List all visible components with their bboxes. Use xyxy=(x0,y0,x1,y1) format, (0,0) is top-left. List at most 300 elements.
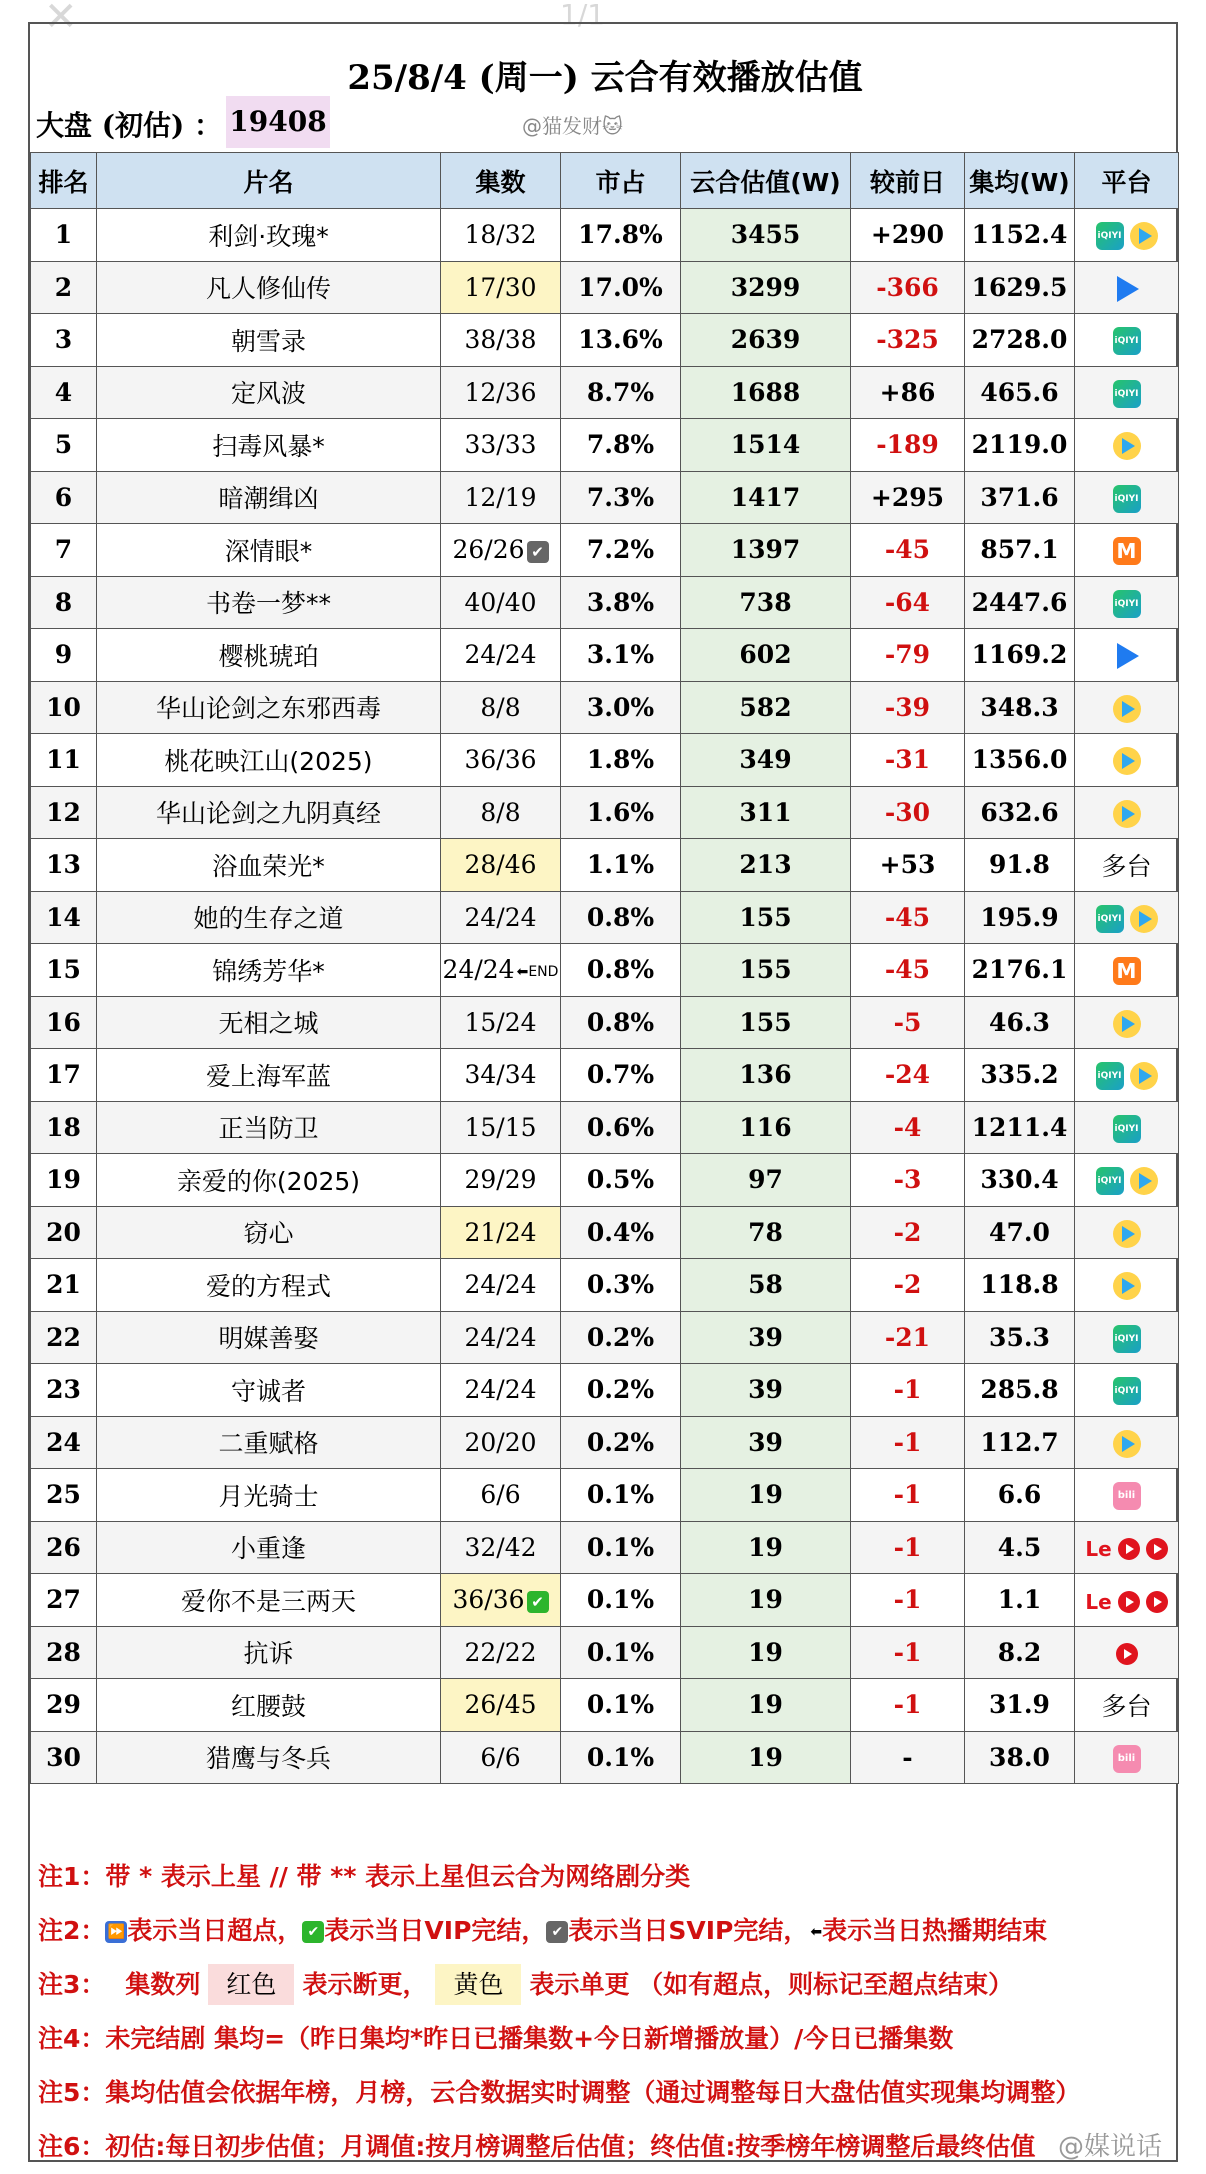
note-6 xyxy=(30,2120,1178,2174)
table-row xyxy=(31,1626,1179,1679)
episodes-cell xyxy=(441,314,561,367)
title-cell: 浴血荣光* xyxy=(97,839,441,892)
episodes-text: 34/34 xyxy=(464,1060,537,1090)
vip-check-icon: ✔ xyxy=(302,1921,324,1943)
note-text: 表示当日VIP完结， xyxy=(324,1916,547,1945)
rank-cell: 28 xyxy=(31,1626,97,1679)
share-cell: 0.1% xyxy=(561,1626,681,1679)
table-row xyxy=(31,576,1179,629)
delta-cell: -2 xyxy=(851,1206,965,1259)
avg-cell: 195.9 xyxy=(965,891,1075,944)
tencent-video-icon xyxy=(1130,905,1158,933)
note-text: 表示当日SVIP完结， xyxy=(568,1916,809,1945)
multi-platform-label: 多台 xyxy=(1101,1691,1152,1721)
delta-cell: +290 xyxy=(851,209,965,262)
delta-cell: +53 xyxy=(851,839,965,892)
iqiyi-icon: iQIYI xyxy=(1113,327,1141,355)
avg-cell: 330.4 xyxy=(965,1154,1075,1207)
episodes-cell xyxy=(441,419,561,472)
estimate-cell: 3299 xyxy=(681,261,851,314)
letv-icon: Le xyxy=(1085,1537,1112,1562)
bilibili-icon: bili xyxy=(1113,1745,1141,1773)
delta-cell: -30 xyxy=(851,786,965,839)
platform-cell xyxy=(1075,261,1179,314)
episodes-text: 21/24 xyxy=(464,1217,537,1247)
delta-cell: -1 xyxy=(851,1679,965,1732)
rank-cell: 9 xyxy=(31,629,97,682)
share-cell: 0.7% xyxy=(561,1049,681,1102)
platform-cell xyxy=(1075,1416,1179,1469)
avg-cell: 335.2 xyxy=(965,1049,1075,1102)
share-cell: 0.6% xyxy=(561,1101,681,1154)
tencent-video-icon xyxy=(1113,1272,1141,1300)
youku-icon xyxy=(1113,642,1141,670)
platform-cell xyxy=(1075,1049,1179,1102)
table-row xyxy=(31,629,1179,682)
iqiyi-icon: iQIYI xyxy=(1096,222,1124,250)
delta-cell: -366 xyxy=(851,261,965,314)
estimate-cell: 602 xyxy=(681,629,851,682)
episodes-text: 26/45 xyxy=(464,1690,537,1720)
title-cell: 爱你不是三两天 xyxy=(97,1574,441,1627)
rank-cell: 21 xyxy=(31,1259,97,1312)
title-cell: 守诚者 xyxy=(97,1364,441,1417)
avg-cell: 112.7 xyxy=(965,1416,1075,1469)
fast-forward-icon: ⏩ xyxy=(105,1921,127,1943)
youku-icon xyxy=(1113,275,1141,303)
title-cell: 朝雪录 xyxy=(97,314,441,367)
estimate-cell: 2639 xyxy=(681,314,851,367)
share-cell: 17.8% xyxy=(561,209,681,262)
episodes-cell xyxy=(441,366,561,419)
platform-cell xyxy=(1075,1259,1179,1312)
title-cell: 定风波 xyxy=(97,366,441,419)
note-text: 表示当日超点， xyxy=(127,1916,303,1945)
note-4 xyxy=(30,2012,1178,2066)
table-row xyxy=(31,1469,1179,1522)
table-row xyxy=(31,261,1179,314)
rank-cell: 26 xyxy=(31,1521,97,1574)
estimate-cell: 19 xyxy=(681,1469,851,1522)
platform-cell xyxy=(1075,1311,1179,1364)
note-label: 注4： xyxy=(38,2024,106,2053)
rank-cell: 8 xyxy=(31,576,97,629)
table-body xyxy=(31,209,1179,1784)
tencent-video-icon xyxy=(1130,1062,1158,1090)
platform-cell xyxy=(1075,471,1179,524)
avg-cell: 285.8 xyxy=(965,1364,1075,1417)
delta-cell: -45 xyxy=(851,891,965,944)
delta-cell: -24 xyxy=(851,1049,965,1102)
avg-cell: 47.0 xyxy=(965,1206,1075,1259)
episodes-cell xyxy=(441,261,561,314)
share-cell: 0.2% xyxy=(561,1416,681,1469)
table-row xyxy=(31,1049,1179,1102)
estimate-cell: 116 xyxy=(681,1101,851,1154)
red-swatch: 红色 xyxy=(208,1964,294,2005)
share-cell: 3.0% xyxy=(561,681,681,734)
episodes-text: 6/6 xyxy=(480,1742,521,1772)
episodes-cell xyxy=(441,1521,561,1574)
episodes-text: 36/36 xyxy=(452,1585,525,1615)
avg-cell: 1211.4 xyxy=(965,1101,1075,1154)
share-cell: 1.1% xyxy=(561,839,681,892)
estimate-cell: 19 xyxy=(681,1731,851,1784)
platform-cell xyxy=(1075,419,1179,472)
platform-cell xyxy=(1075,1101,1179,1154)
tencent-video-icon xyxy=(1113,1430,1141,1458)
episodes-text: 24/24 xyxy=(464,1270,537,1300)
episodes-text: 28/46 xyxy=(464,850,537,880)
platform-cell xyxy=(1075,996,1179,1049)
title-cell: 无相之城 xyxy=(97,996,441,1049)
title-cell: 月光骑士 xyxy=(97,1469,441,1522)
share-cell: 7.3% xyxy=(561,471,681,524)
delta-cell: -2 xyxy=(851,1259,965,1312)
note-label: 注3： xyxy=(38,1970,106,1999)
table-row xyxy=(31,366,1179,419)
episodes-cell xyxy=(441,1416,561,1469)
avg-cell: 1629.5 xyxy=(965,261,1075,314)
delta-cell: -189 xyxy=(851,419,965,472)
iqiyi-icon: iQIYI xyxy=(1096,1167,1124,1195)
avg-cell: 91.8 xyxy=(965,839,1075,892)
platform-cell xyxy=(1075,681,1179,734)
table-row xyxy=(31,1311,1179,1364)
table-row xyxy=(31,1679,1179,1732)
iqiyi-icon: iQIYI xyxy=(1113,590,1141,618)
platform-cell xyxy=(1075,314,1179,367)
estimate-cell: 738 xyxy=(681,576,851,629)
episodes-cell xyxy=(441,1049,561,1102)
platform-cell xyxy=(1075,1731,1179,1784)
avg-cell: 371.6 xyxy=(965,471,1075,524)
note-text: 初估:每日初步估值；月调值:按月榜调整后估值；终估值:按季榜年榜调整后最终估值 xyxy=(105,2132,1036,2161)
episodes-cell xyxy=(441,1626,561,1679)
title-cell: 华山论剑之九阴真经 xyxy=(97,786,441,839)
rank-cell: 3 xyxy=(31,314,97,367)
estimate-cell: 213 xyxy=(681,839,851,892)
rank-cell: 11 xyxy=(31,734,97,787)
rank-cell: 23 xyxy=(31,1364,97,1417)
episodes-text: 24/24 xyxy=(464,1375,537,1405)
share-cell: 7.8% xyxy=(561,419,681,472)
title-cell: 红腰鼓 xyxy=(97,1679,441,1732)
avg-cell: 6.6 xyxy=(965,1469,1075,1522)
rank-cell: 4 xyxy=(31,366,97,419)
table-row xyxy=(31,839,1179,892)
episodes-cell xyxy=(441,786,561,839)
episodes-cell xyxy=(441,1364,561,1417)
platform-cell xyxy=(1075,1469,1179,1522)
episodes-text: 15/24 xyxy=(464,1007,537,1037)
title-cell: 窃心 xyxy=(97,1206,441,1259)
share-cell: 0.2% xyxy=(561,1364,681,1417)
estimate-cell: 1397 xyxy=(681,524,851,577)
ranking-table xyxy=(30,152,1179,1784)
column-header: 市占 xyxy=(561,153,681,209)
title-cell: 暗潮缉凶 xyxy=(97,471,441,524)
episodes-text: 6/6 xyxy=(480,1480,521,1510)
rank-cell: 25 xyxy=(31,1469,97,1522)
share-cell: 0.1% xyxy=(561,1731,681,1784)
avg-cell: 857.1 xyxy=(965,524,1075,577)
note-3 xyxy=(30,1958,1178,2012)
title-cell: 桃花映江山(2025) xyxy=(97,734,441,787)
table-row xyxy=(31,1731,1179,1784)
avg-cell: 1356.0 xyxy=(965,734,1075,787)
title-cell: 猎鹰与冬兵 xyxy=(97,1731,441,1784)
red-play-icon xyxy=(1116,1643,1138,1665)
estimate-cell: 19 xyxy=(681,1574,851,1627)
rank-cell: 12 xyxy=(31,786,97,839)
episodes-cell xyxy=(441,576,561,629)
delta-cell: -5 xyxy=(851,996,965,1049)
share-cell: 3.8% xyxy=(561,576,681,629)
rank-cell: 7 xyxy=(31,524,97,577)
iqiyi-icon: iQIYI xyxy=(1096,1062,1124,1090)
estimate-cell: 39 xyxy=(681,1311,851,1364)
estimate-cell: 1688 xyxy=(681,366,851,419)
delta-cell: -4 xyxy=(851,1101,965,1154)
tencent-video-icon xyxy=(1130,222,1158,250)
rank-cell: 30 xyxy=(31,1731,97,1784)
title-cell: 正当防卫 xyxy=(97,1101,441,1154)
share-cell: 0.1% xyxy=(561,1679,681,1732)
estimate-cell: 19 xyxy=(681,1626,851,1679)
episodes-text: 12/36 xyxy=(464,377,537,407)
mango-tv-icon: M xyxy=(1113,537,1141,565)
rank-cell: 20 xyxy=(31,1206,97,1259)
column-header: 云合估值(W) xyxy=(681,153,851,209)
column-header: 平台 xyxy=(1075,153,1179,209)
title-cell: 书卷一梦** xyxy=(97,576,441,629)
table-row xyxy=(31,1521,1179,1574)
dapan-value: 19408 xyxy=(226,96,330,148)
share-cell: 17.0% xyxy=(561,261,681,314)
table-row xyxy=(31,944,1179,997)
table-row xyxy=(31,524,1179,577)
red-play-icon xyxy=(1118,1591,1140,1613)
platform-cell xyxy=(1075,1679,1179,1732)
share-cell: 1.8% xyxy=(561,734,681,787)
iqiyi-icon: iQIYI xyxy=(1113,1115,1141,1143)
episodes-cell xyxy=(441,944,561,997)
avg-cell: 2447.6 xyxy=(965,576,1075,629)
platform-cell xyxy=(1075,734,1179,787)
tencent-video-icon xyxy=(1130,1167,1158,1195)
title-cell: 亲爱的你(2025) xyxy=(97,1154,441,1207)
iqiyi-icon: iQIYI xyxy=(1096,905,1124,933)
episodes-cell xyxy=(441,209,561,262)
author-watermark: @猫发财🐱 xyxy=(522,114,623,138)
rank-cell: 6 xyxy=(31,471,97,524)
episodes-text: 38/38 xyxy=(464,325,537,355)
avg-cell: 31.9 xyxy=(965,1679,1075,1732)
episodes-text: 24/24 xyxy=(442,955,515,985)
table-row xyxy=(31,1416,1179,1469)
title-cell: 小重逢 xyxy=(97,1521,441,1574)
estimate-cell: 3455 xyxy=(681,209,851,262)
share-cell: 13.6% xyxy=(561,314,681,367)
share-cell: 0.8% xyxy=(561,944,681,997)
avg-cell: 1152.4 xyxy=(965,209,1075,262)
note-text: 集均估值会依据年榜，月榜，云合数据实时调整（通过调整每日大盘估值实现集均调整） xyxy=(105,2078,1081,2107)
episodes-cell xyxy=(441,1154,561,1207)
vip-finished-icon: ✔ xyxy=(527,1591,549,1613)
rank-cell: 22 xyxy=(31,1311,97,1364)
table-row xyxy=(31,1154,1179,1207)
title-cell: 樱桃琥珀 xyxy=(97,629,441,682)
note-text: 表示单更 （如有超点，则标记至超点结束） xyxy=(529,1970,1014,1999)
column-header: 集数 xyxy=(441,153,561,209)
svip-check-icon: ✔ xyxy=(546,1921,568,1943)
note-2 xyxy=(30,1904,1178,1958)
letv-icon: Le xyxy=(1085,1589,1112,1614)
estimate-cell: 39 xyxy=(681,1416,851,1469)
page-indicator: 1/1 xyxy=(560,0,606,31)
rank-cell: 14 xyxy=(31,891,97,944)
episodes-text: 36/36 xyxy=(464,745,537,775)
table-row xyxy=(31,681,1179,734)
note-label: 注2： xyxy=(38,1916,106,1945)
share-cell: 0.4% xyxy=(561,1206,681,1259)
avg-cell: 2119.0 xyxy=(965,419,1075,472)
rank-cell: 1 xyxy=(31,209,97,262)
avg-cell: 8.2 xyxy=(965,1626,1075,1679)
delta-cell: -79 xyxy=(851,629,965,682)
share-cell: 0.5% xyxy=(561,1154,681,1207)
episodes-cell xyxy=(441,1679,561,1732)
platform-cell xyxy=(1075,1521,1179,1574)
title-cell: 华山论剑之东邪西毒 xyxy=(97,681,441,734)
delta-cell: -325 xyxy=(851,314,965,367)
platform-cell xyxy=(1075,209,1179,262)
delta-cell: -45 xyxy=(851,524,965,577)
episodes-text: 8/8 xyxy=(480,797,521,827)
tencent-video-icon xyxy=(1113,800,1141,828)
multi-platform-label: 多台 xyxy=(1101,851,1152,881)
mango-tv-icon: M xyxy=(1113,957,1141,985)
estimate-cell: 58 xyxy=(681,1259,851,1312)
delta-cell: -39 xyxy=(851,681,965,734)
episodes-text: 24/24 xyxy=(464,902,537,932)
avg-cell: 46.3 xyxy=(965,996,1075,1049)
platform-cell xyxy=(1075,1206,1179,1259)
table-row xyxy=(31,891,1179,944)
delta-cell: +295 xyxy=(851,471,965,524)
rank-cell: 18 xyxy=(31,1101,97,1154)
delta-cell: -3 xyxy=(851,1154,965,1207)
episodes-text: 12/19 xyxy=(464,482,537,512)
avg-cell: 465.6 xyxy=(965,366,1075,419)
note-text: 表示断更， xyxy=(302,1970,428,1999)
episodes-text: 26/26 xyxy=(452,535,525,565)
share-cell: 0.8% xyxy=(561,891,681,944)
column-header: 片名 xyxy=(97,153,441,209)
avg-cell: 348.3 xyxy=(965,681,1075,734)
avg-cell: 118.8 xyxy=(965,1259,1075,1312)
rank-cell: 5 xyxy=(31,419,97,472)
rank-cell: 13 xyxy=(31,839,97,892)
estimate-cell: 155 xyxy=(681,891,851,944)
episodes-cell xyxy=(441,1311,561,1364)
delta-cell: -21 xyxy=(851,1311,965,1364)
episodes-text: 33/33 xyxy=(464,430,537,460)
table-row xyxy=(31,996,1179,1049)
note-text: 未完结剧 集均=（昨日集均*昨日已播集数+今日新增播放量）/今日已播集数 xyxy=(105,2024,954,2053)
rank-cell: 27 xyxy=(31,1574,97,1627)
rank-cell: 29 xyxy=(31,1679,97,1732)
note-5 xyxy=(30,2066,1178,2120)
rank-cell: 19 xyxy=(31,1154,97,1207)
close-icon[interactable]: ✕ xyxy=(44,0,78,40)
episodes-cell xyxy=(441,1206,561,1259)
avg-cell: 35.3 xyxy=(965,1311,1075,1364)
estimate-cell: 19 xyxy=(681,1521,851,1574)
red-play-icon xyxy=(1118,1538,1140,1560)
avg-cell: 4.5 xyxy=(965,1521,1075,1574)
delta-cell: -1 xyxy=(851,1626,965,1679)
table-row xyxy=(31,786,1179,839)
episodes-text: 15/15 xyxy=(464,1112,537,1142)
rank-cell: 10 xyxy=(31,681,97,734)
platform-cell xyxy=(1075,891,1179,944)
title-cell: 凡人修仙传 xyxy=(97,261,441,314)
delta-cell: - xyxy=(851,1731,965,1784)
notes-section xyxy=(30,1850,1178,2174)
title-cell: 爱的方程式 xyxy=(97,1259,441,1312)
episodes-cell xyxy=(441,1574,561,1627)
table-row xyxy=(31,1206,1179,1259)
episodes-text: 20/20 xyxy=(464,1427,537,1457)
episodes-cell xyxy=(441,629,561,682)
title-cell: 明媒善娶 xyxy=(97,1311,441,1364)
avg-cell: 2176.1 xyxy=(965,944,1075,997)
episodes-cell xyxy=(441,1469,561,1522)
rank-cell: 24 xyxy=(31,1416,97,1469)
table-row xyxy=(31,734,1179,787)
episodes-text: 22/22 xyxy=(464,1637,537,1667)
share-cell: 8.7% xyxy=(561,366,681,419)
episodes-text: 24/24 xyxy=(464,640,537,670)
rank-cell: 17 xyxy=(31,1049,97,1102)
platform-cell xyxy=(1075,1154,1179,1207)
page-title: 25/8/4 (周一) 云合有效播放估值 xyxy=(347,58,863,98)
estimate-cell: 349 xyxy=(681,734,851,787)
table-row xyxy=(31,314,1179,367)
share-cell: 0.3% xyxy=(561,1259,681,1312)
yellow-swatch: 黄色 xyxy=(435,1964,521,2005)
delta-cell: -1 xyxy=(851,1574,965,1627)
note-text: 表示当日热播期结束 xyxy=(822,1916,1048,1945)
estimate-cell: 78 xyxy=(681,1206,851,1259)
avg-cell: 632.6 xyxy=(965,786,1075,839)
episodes-cell xyxy=(441,1101,561,1154)
estimate-cell: 39 xyxy=(681,1364,851,1417)
estimate-cell: 155 xyxy=(681,944,851,997)
title-cell: 二重赋格 xyxy=(97,1416,441,1469)
estimate-cell: 1417 xyxy=(681,471,851,524)
delta-cell: -1 xyxy=(851,1469,965,1522)
platform-cell xyxy=(1075,629,1179,682)
rank-cell: 15 xyxy=(31,944,97,997)
table-header-row xyxy=(31,153,1179,209)
table-row xyxy=(31,419,1179,472)
avg-cell: 38.0 xyxy=(965,1731,1075,1784)
red-play-icon xyxy=(1146,1591,1168,1613)
column-header: 较前日 xyxy=(851,153,965,209)
